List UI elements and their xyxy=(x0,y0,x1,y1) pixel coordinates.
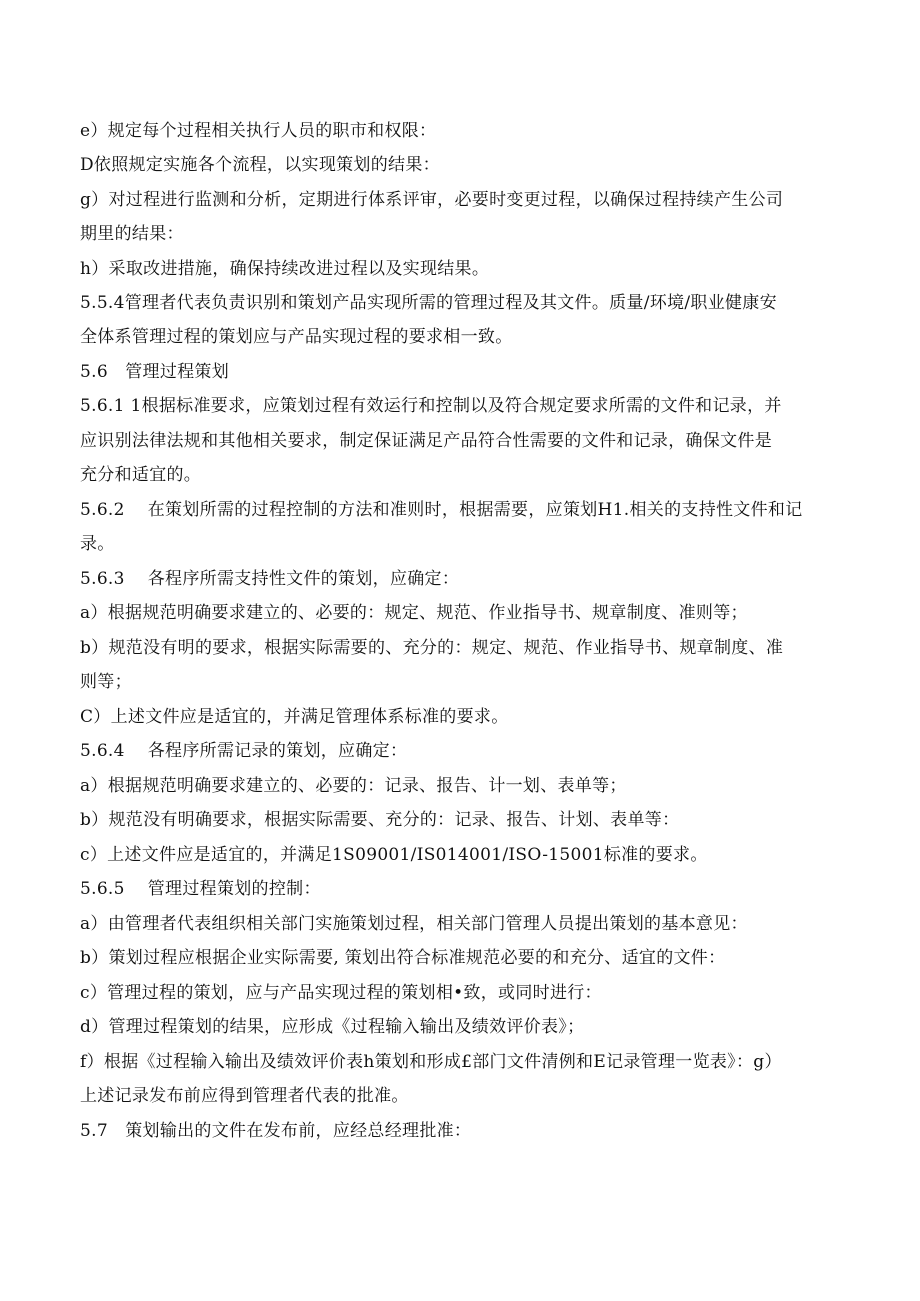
text-line: d）管理过程策划的结果，应形成《过程输入输出及绩效评价表》； xyxy=(80,1017,585,1037)
text-line: 5.5.4管理者代表负责识别和策划产品实现所需的管理过程及其文件。质量/环境/职业健康安 xyxy=(80,293,777,313)
text-line: 5.7 策划输出的文件在发布前，应经总经理批准： xyxy=(80,1121,472,1141)
text-line: 5.6.1 1根据标准要求，应策划过程有效运行和控制以及符合规定要求所需的文件和记录，并 xyxy=(80,396,782,416)
text-line: b）规范没有明确要求，根据实际需要、充分的：记录、报告、计划、表单等： xyxy=(80,810,680,830)
text-line: 录。 xyxy=(80,534,115,554)
text-line: b）策划过程应根据企业实际需要, 策划出符合标准规范必要的和充分、适宜的文件： xyxy=(80,948,726,968)
text-line: f）根据《过程输入输出及绩效评价表h策划和形成£部门文件清例和E记录管理一览表》：g） xyxy=(80,1052,782,1072)
text-line: h）采取改进措施，确保持续改进过程以及实现结果。 xyxy=(80,259,490,279)
text-line: 5.6.4 各程序所需记录的策划，应确定： xyxy=(80,741,408,761)
text-line: 上述记录发布前应得到管理者代表的批准。 xyxy=(80,1086,409,1106)
text-line: 5.6.2 在策划所需的过程控制的方法和准则时，根据需要，应策划H1.相关的支持性文件和记 xyxy=(80,500,803,520)
text-line: 全体系管理过程的策划应与产品实现过程的要求相一致。 xyxy=(80,327,513,347)
text-line: a）根据规范明确要求建立的、必要的：规定、规范、作业指导书、规章制度、准则等； xyxy=(80,603,748,623)
text-line: C）上述文件应是适宜的，并满足管理体系标准的要求。 xyxy=(80,707,509,727)
text-line: D依照规定实施各个流程，以实现策划的结果： xyxy=(80,155,440,175)
text-line: 5.6.5 管理过程策划的控制： xyxy=(80,879,321,899)
text-line: 充分和适宜的。 xyxy=(80,465,202,485)
text-line: 应识别法律法规和其他相关要求，制定保证满足产品符合性需要的文件和记录，确保文件是 xyxy=(80,431,772,451)
text-line: a）根据规范明确要求建立的、必要的：记录、报告、计一划、表单等； xyxy=(80,776,627,796)
text-line: b）规范没有明的要求，根据实际需要的、充分的：规定、规范、作业指导书、规章制度、准 xyxy=(80,638,784,658)
text-line: 期里的结果： xyxy=(80,224,184,244)
text-line: c）上述文件应是适宜的，并满足1S09001/IS014001/ISO-15001标准的要求。 xyxy=(80,845,708,865)
text-line: 则等； xyxy=(80,672,132,692)
text-line: c）管理过程的策划，应与产品实现过程的策划相•致，或同时进行： xyxy=(80,983,602,1003)
text-line: 5.6 管理过程策划 xyxy=(80,362,230,382)
text-line: a）由管理者代表组织相关部门实施策划过程，相关部门管理人员提出策划的基本意见： xyxy=(80,914,748,934)
text-line: e）规定每个过程相关执行人员的职市和权限： xyxy=(80,121,437,141)
text-line: g）对过程进行监测和分析，定期进行体系评审，必要时变更过程，以确保过程持续产生公司 xyxy=(80,190,784,210)
text-line: 5.6.3 各程序所需支持性文件的策划，应确定： xyxy=(80,569,460,589)
